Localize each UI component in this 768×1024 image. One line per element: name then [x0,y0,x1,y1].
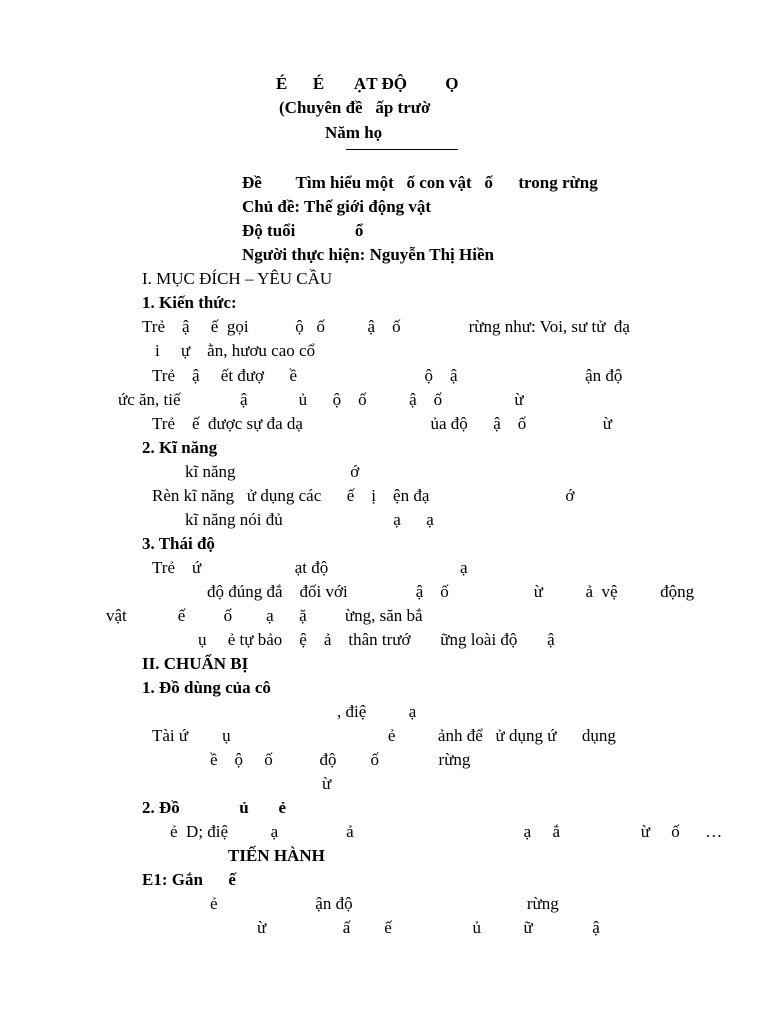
title-underline [346,149,458,150]
topic-line: Đề Tìm hiểu một ố con vật ố trong rừng [242,173,598,192]
section-heading-objectives: I. MỤC ĐÍCH – YÊU CẦU [142,269,333,288]
skills-line: Rèn kĩ năng ử dụng các ế ị ện đạ ớ [152,486,575,505]
child-materials-heading: 2. Đồ ủ ẻ [142,798,287,817]
child-materials-line: ẻ D; điệ ạ ả ạ ắ ừ ố … [170,822,723,841]
section-heading-preparation: II. CHUẨN BỊ [142,654,249,673]
teacher-materials-line: ừ [322,774,332,793]
skills-heading: 2. Kĩ năng [142,438,218,457]
attitude-line: vật ế ố ạ ặ ừng, săn bắ [106,606,423,625]
skills-line: kĩ năng nói đủ ạ ạ [185,510,434,529]
teacher-materials-heading: 1. Đồ dùng của cô [142,678,271,697]
teacher-materials-line: ề ộ ố độ ố rừng [210,750,471,769]
step1-heading: E1: Gắn ế [142,870,236,889]
age-line: Độ tuổi ổ [242,221,364,240]
knowledge-line: Trẻ ậ ế gọi ộ ố ậ ố rừng như: Voi, sư tử đạ [142,317,630,336]
attitude-line: Trẻ ứ ạt độ ạ [152,558,468,577]
school-year: Năm họ [325,123,383,142]
attitude-line: ụ ẻ tự bảo ệ ả thân trướ ững loài độ ậ [198,630,555,649]
knowledge-line: Trẻ ế được sự đa dạ ủa độ ậ ố ừ [152,414,613,433]
knowledge-line: i ự ằn, hươu cao cổ [155,341,316,360]
document-title: É É ẠT ĐỘ Ọ [276,74,459,93]
attitude-heading: 3. Thái độ [142,534,215,553]
knowledge-line: ức ăn, tiế ậ ủ ộ ố ậ ố ừ [118,390,524,409]
skills-line: kĩ năng ớ [185,462,360,481]
knowledge-heading: 1. Kiến thức: [142,293,237,312]
teacher-materials-line: Tài ứ ụ ẻ ảnh để ử dụng ứ dụng [152,726,616,745]
section-heading-procedure: TIẾN HÀNH [228,846,325,865]
attitude-line: độ đúng đắ đối với ậ ố ừ ả vệ động [207,582,695,601]
teacher-materials-line: , điệ ạ [337,702,417,721]
knowledge-line: Trẻ ậ ết đượ ề ộ ậ ận độ [152,366,623,385]
theme-line: Chủ đề: Thế giới động vật [242,197,432,216]
teacher-line: Người thực hiện: Nguyễn Thị Hiền [242,245,494,264]
step1-line: ẻ ận độ rừng [210,894,559,913]
step1-line: ừ ấ ế ủ ữ ậ [257,918,600,937]
document-subtitle: (Chuyên đề ấp trườ [279,98,431,117]
